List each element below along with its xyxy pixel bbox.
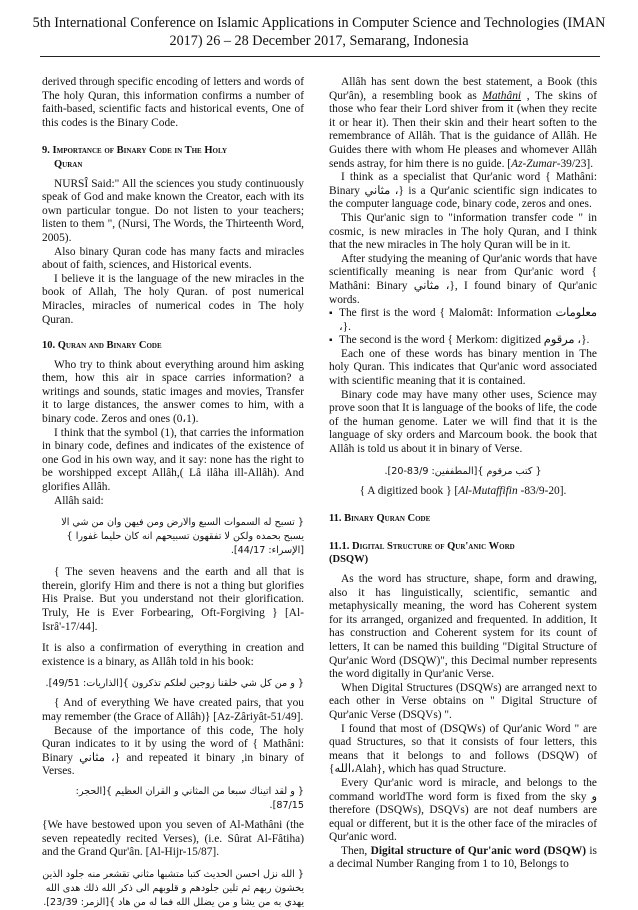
seven-heavens-paragraph: { The seven heavens and the earth and all that is therein, glorify Him and there is not a thing but glorifies His Praise. But you understand not their glorification. Truly, He is Ever Forbearing, Oft-Forgiving } [Al-Isrâ'-17/44]. bbox=[42, 566, 304, 633]
mutaffifin-reference: Al-Mutaffifin bbox=[458, 484, 518, 497]
found-most-paragraph: I found that most of (DSQWs) of Qur'anic Word " are quad Structures, so that it consists of four letters, this means that it belongs to and follows (DSQW) of {الله،Alah}, which has quad Structure. bbox=[329, 722, 597, 776]
confirmation-paragraph: It is also a confirmation of everything in creation and existence is a binary, as Allâh told in his book: bbox=[42, 642, 304, 668]
digitized-text-1: { A digitized book } [ bbox=[359, 484, 459, 497]
right-column bbox=[329, 76, 597, 872]
binary-facts-paragraph: Also binary Quran code has many facts and miracles about of faith, sciences, and Historical events. bbox=[42, 245, 304, 272]
then-paragraph bbox=[329, 845, 597, 872]
intro-paragraph: derived through specific encoding of letters and words of The holy Quran, this information confirms a number of faith-based, scientific facts and historical events, One of this codes is the Binary Code. bbox=[42, 76, 304, 129]
left-column bbox=[42, 76, 304, 910]
nursi-paragraph: NURSÎ Said:" All the sciences you study continuously speak of God and make known the Creator, each with its own particular tongue. Do not listen to your teachers; listen to them ", (Nursi, The Words, the Thirteenth Word, 2005). bbox=[42, 177, 304, 244]
best-statement-text-3: -39/23]. bbox=[556, 157, 594, 170]
arabic-verse-isra: { تسبح له السموات السبع والارض ومن فيهن وان من شي الا يسبح بحمده ولكن لا تفقهون تسبيحهم انه كان حليما غفورا }[الإسراء: 44/17]. bbox=[61, 517, 304, 557]
section-9-heading bbox=[42, 144, 304, 171]
zumar-reference: Az-Zumar bbox=[511, 157, 557, 170]
list-item: ▪ The second is the word { Merkom: digitized مرقوم ،}. bbox=[329, 334, 597, 348]
arabic-verse-hijr: { و لقد اتيناك سبعا من المثاني و القران العظيم }[الحجر: 87/15]. bbox=[75, 785, 304, 811]
header-line-2: 2017) 26 – 28 December 2017, Semarang, Indonesia bbox=[169, 33, 469, 49]
dsqws-paragraph: When Digital Structures (DSQWs) are arranged next to each other in Verse obtains on " Digital Structure of Qur'anic Verse (DSQVs) ". bbox=[329, 681, 597, 721]
structure-paragraph: As the word has structure, shape, form and drawing, also it has linguistically, scientific, semantic and metaphysically meaning, the word has Coherent system for its arranged, organized and frequented. In addition, It has construction and Coherent system for its count of letters, It can be named this building "Digital Structure of Qur'anic Word (DSQW)", this Decimal number represents the word digitally in Qur'anic Verse. bbox=[329, 573, 597, 681]
section-9-title-line-1: Importance of Binary Code in The Holy bbox=[52, 145, 228, 157]
believe-paragraph: I believe it is the language of the new miracles in the book of Allah, The holy Quran. of post numerical Miracles, miracles of numerical codes in The holy Quran. bbox=[42, 272, 304, 326]
dsqw-definition-bold: Digital structure of Qur'anic word (DSQW) bbox=[370, 844, 587, 857]
section-11-heading: 11. Binary Quran Code bbox=[329, 513, 431, 525]
mathani-emphasis: Mathâni bbox=[482, 89, 522, 102]
because-paragraph: Because of the importance of this code, The holy Quran indicates to it by using the word of { Mathâni: Binary مثاني ،} and repeated it binary ,in binary of Verses. bbox=[42, 724, 304, 778]
section-11-1-title-line-1: 11.1. Digital Structure of Qur'anic Word bbox=[329, 540, 515, 552]
everything-paragraph: { And of everything We have created pairs, that you may remember (the Grace of Allâh)} [Az-Zâriyât-51/49]. bbox=[42, 697, 304, 723]
digitized-book-paragraph bbox=[329, 485, 597, 499]
specialist-paragraph: I think as a specialist that Qur'anic word { Mathâni: Binary مثاني ،} is a Qur'anic scientific sign indicates to the computer language code, binary code, zeros and ones. bbox=[329, 171, 597, 211]
every-word-paragraph: Every Qur'anic word is miracle, and belongs to the command worldThe word form is fixed from the sky و therefore (DSQWs), DSQVs) are not deaf numbers are equal or different, but it is the other face of the miracles of Qur'anic word. bbox=[329, 776, 597, 844]
binary-words-list bbox=[329, 307, 597, 348]
binary-other-paragraph: Binary code may have many other uses, Science may prove soon that It is language of the books of life, the code of the human genome. Later we will find that it is the language of sky orders and Marcoum book. the book that Allâh is told us about it in binary of Verse. bbox=[329, 388, 597, 456]
best-statement-paragraph bbox=[329, 76, 597, 171]
section-9-title-line-2: Quran bbox=[54, 158, 83, 170]
section-10-heading: 10. Quran and Binary Code bbox=[42, 340, 162, 352]
arabic-verse-zumar: { الله نزل احسن الحديث كتبا متشبها مثاني تقشعر منه جلود الذين يخشون ربهم ثم تلين جلودهم و قلوبهم الى ذكر الله ذلك هدى الله يهدي به من يشا و من يضلل الله فما له من هاد }[الزمر: 23/39]. bbox=[42, 868, 304, 908]
allah-said: Allâh said: bbox=[54, 494, 104, 507]
arabic-verse-dhariyat: { و من كل شي خلقنا زوجين لعلكم تذكرون }[الذاريات: 49/51]. bbox=[45, 678, 304, 690]
who-paragraph: Who try to think about everything around him asking them, how this air in space carries information? a writings and sounds, static images and movies, Transfer it to large distances, the answer comes to him, with a binary code. Zeros and ones (0،1). bbox=[42, 358, 304, 426]
section-11-1-heading bbox=[329, 540, 597, 567]
header-rule bbox=[40, 56, 600, 57]
each-paragraph: Each one of these words has binary mention in The holy Quran. This indicates that Qur'anic word associated with scientific meaning that it is contained. bbox=[329, 347, 597, 388]
section-11-1-title-line-2: (DSQW) bbox=[329, 554, 369, 566]
list-item: ▪ The first is the word { Malomât: Information معلومات ،}. bbox=[329, 307, 597, 334]
symbol-paragraph: I think that the symbol (1), that carries the information in binary code, defines and indicates of the existence of one God in his own way, and it say: none has the right to be worshipped except Allâh,( Lâ ilâha ill-Allâh). And glorifies Allâh. bbox=[42, 426, 304, 494]
bestowed-paragraph: {We have bestowed upon you seven of Al-Mathâni (the seven repeatedly recited Verses), (i.e. Sûrat Al-Fâtiha) and the Grand Qur'ân. [Al-Hijr-15/87]. bbox=[42, 818, 304, 859]
then-text-1: Then, bbox=[341, 844, 371, 857]
best-statement-text-1: Allâh has sent down the best statement, a Book (this Qur'ân), a resembling book as bbox=[329, 76, 597, 102]
digitized-text-2: -83/9-20]. bbox=[517, 484, 567, 497]
sign-paragraph: This Qur'anic sign to "information transfer code " in cosmic, is new miracles in The holy Quran, and I think that the new miracles in The holy Quran will be in it. bbox=[329, 211, 597, 252]
after-paragraph: After studying the meaning of Qur'anic words that have scientifically meaning is near from Qur'anic word { Mathâni: Binary مثاني ،}, I found binary of Qur'anic words. bbox=[329, 252, 597, 306]
best-statement-text-2: , The skins of those who fear their Lord shiver from it (when they recite it or hear it). Then their skin and their heart soften to the remembrance of Allâh. That is the guidance of Allâh. He Guides there with whom He pleases and whomever Allâh sends astray, for him there is no guide. [ bbox=[329, 89, 597, 170]
section-9-number: 9. bbox=[42, 145, 50, 157]
arabic-verse-mutaffifin: { كتب مرقوم }[المطففين: 83/9-20]. bbox=[384, 465, 542, 477]
conference-header bbox=[30, 14, 608, 50]
then-text-2: is a decimal Number Ranging from 1 to 10, Belongs to bbox=[329, 844, 597, 871]
header-line-1: 5th International Conference on Islamic Applications in Computer Science and Technologies (IMAN bbox=[32, 15, 606, 31]
